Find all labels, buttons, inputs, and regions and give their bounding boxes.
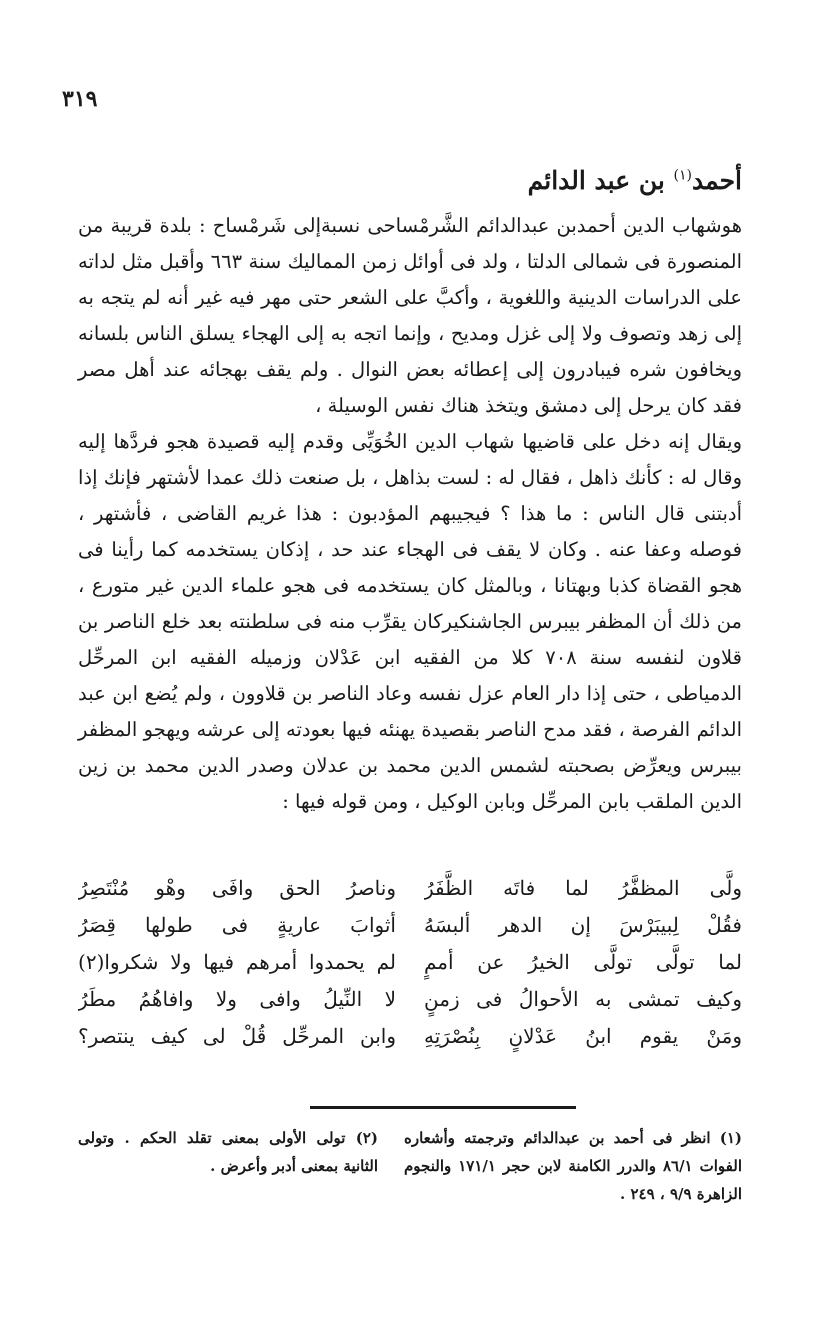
footnote-divider bbox=[310, 1106, 576, 1109]
footnotes bbox=[78, 1124, 742, 1208]
verse-first-hemistich: لما تولَّى تولَّى الخيرُ عن أممٍ bbox=[424, 950, 742, 974]
poem-verse bbox=[78, 944, 742, 981]
footnote-1: (١) انظر فى أحمد بن عبدالدائم وترجمته وأشعاره الفوات ٨٦/١ والدرر الكامنة لابن حجر ١٧١/١ والنجوم الزاهرة ٩/٩ ، ٢٤٩ . bbox=[404, 1129, 743, 1203]
title-footnote-marker: (١) bbox=[673, 167, 693, 184]
body-text bbox=[78, 208, 742, 820]
entry-title bbox=[78, 166, 742, 195]
verse-second-hemistich: وابن المرحِّل قُلْ لى كيف ينتصر؟ bbox=[78, 1024, 396, 1048]
verse-second-hemistich: لا النِّيلُ وافى ولا وافاهُمُ مطَرُ bbox=[78, 987, 396, 1011]
verse-first-hemistich: ولَّى المظفَّرُ لما فاتَه الظَّفَرُ bbox=[424, 876, 742, 900]
poem-verse bbox=[78, 981, 742, 1018]
poem-verse bbox=[78, 870, 742, 907]
verse-first-hemistich: فقُلْ لِبيبَرْسَ إن الدهر ألبسَهُ bbox=[424, 913, 742, 937]
page-number: ٣١٩ bbox=[62, 86, 98, 112]
poem-verse bbox=[78, 1018, 742, 1055]
paragraph-2: ويقال إنه دخل على قاضيها شهاب الدين الخُوَيِّى وقدم إليه قصيدة هجو فردَّها إليه وقال له : كأنك ذاهل ، فقال له : لست بذاهل ، بل صنعت ذلك عمدا لأشتهر فإنك إذا أدبتنى قال الناس : ما هذا ؟ فيجيبهم المؤدبون : هذا غريم القاضى ، فأشتهر ، فوصله وعفا عنه . وكان لا يقف فى الهجاء عند حد ، إذكان يستخدمه كما رأينا فى هجو القضاة كذبا وبهتانا ، وبالمثل كان يستخدمه فى هجو علماء الدين غير متورع ، من ذلك أن المظفر بيبرس الجاشنكيركان يقرِّب منه فى سلطنته بعد خلع الناصر بن قلاون لنفسه سنة ٧٠٨ كلا من الفقيه ابن عَدْلان وزميله الفقيه ابن المرحِّل الدمياطى ، حتى إذا دار العام عزل نفسه وعاد الناصر بن قلاوون ، ولم يُضع ابن عبد الدائم الفرصة ، فقد مدح الناصر بقصيدة يهنئه فيها بعودته إلى عرشه ويهجو المظفر بيبرس ويعرِّض بصحبته لشمس الدين محمد بن عدلان وصدر الدين محمد بن زين الدين الملقب بابن المرحِّل وبابن الوكيل ، ومن قوله فيها : bbox=[78, 430, 743, 813]
footnote-2: (٢) تولى الأولى بمعنى تقلد الحكم . وتولى الثانية بمعنى أدبر وأعرض . bbox=[78, 1129, 378, 1175]
verse-first-hemistich: وكيف تمشى به الأحوالُ فى زمنٍ bbox=[424, 987, 742, 1011]
title-rest: بن عبد الدائم bbox=[527, 166, 674, 195]
verse-first-hemistich: ومَنْ يقوم ابنُ عَدْلانٍ بِنُصْرَتِهِ bbox=[424, 1024, 742, 1048]
poem-verse bbox=[78, 907, 742, 944]
verse-second-hemistich: أثوابَ عاريةٍ فى طولها قِصَرُ bbox=[78, 913, 396, 937]
verse-second-hemistich: لم يحمدوا أمرهم فيها ولا شكروا(٢) bbox=[78, 950, 396, 974]
title-name: أحمد bbox=[692, 166, 742, 195]
poem bbox=[78, 870, 742, 1055]
verse-second-hemistich: وناصرُ الحق وافَى وهْو مُنْتَصِرُ bbox=[78, 876, 396, 900]
paragraph-1: هوشهاب الدين أحمدبن عبدالدائم الشَّرمْساحى نسبةإلى شَرمْساح : بلدة قريبة من المنصورة فى شمالى الدلتا ، ولد فى أوائل زمن المماليك سنة ٦٦٣ وأقبل مثل لداته على الدراسات الدينية واللغوية ، وأكبَّ على الشعر حتى مهر فيه غير أنه لم يتجه به إلى زهد وتصوف ولا إلى غزل ومديح ، وإنما اتجه به إلى الهجاء يسلق الناس بلسانه ويخافون شره فيبادرون إلى إعطائه بعض النوال . ولم يقف بهجائه عند أهل مصر فقد كان يرحل إلى دمشق ويتخذ هناك نفس الوسيلة ، bbox=[78, 214, 743, 417]
